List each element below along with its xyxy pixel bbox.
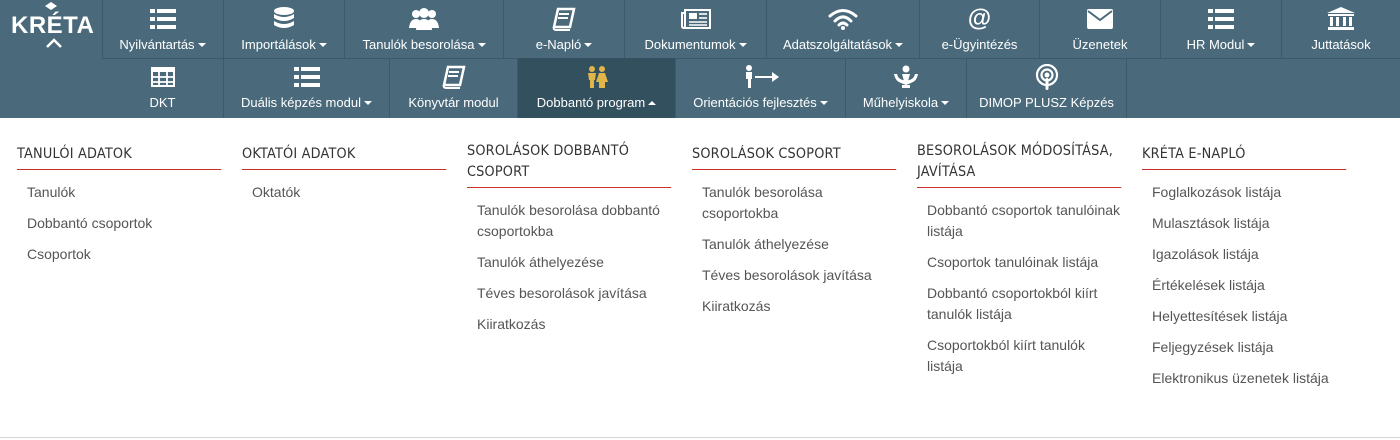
at-icon: @ (967, 5, 992, 32)
nav-dokumentumok[interactable] (625, 0, 767, 58)
menu-column-tanuloi-adatok (17, 141, 222, 275)
column-title: TANULÓI ADATOK (17, 141, 221, 170)
nav-dkt[interactable] (102, 58, 224, 118)
menu-link[interactable]: Tanulók áthelyezése (477, 254, 604, 270)
caret-up-icon (648, 101, 656, 105)
caret-down-icon (1247, 43, 1255, 47)
nav-label: Duális képzés modul (241, 95, 361, 110)
nav-e-ugyintezes[interactable] (920, 0, 1040, 58)
top-navbar (0, 0, 1400, 118)
menu-link[interactable]: Helyettesítések listája (1152, 308, 1288, 324)
children-icon (584, 65, 610, 89)
institution-icon (1327, 7, 1355, 31)
menu-link[interactable]: Tanulók besorolása dobbantó csoportokba (477, 202, 660, 239)
caret-down-icon (584, 43, 592, 47)
hands-person-icon (893, 65, 919, 89)
wifi-icon (828, 8, 858, 30)
nav-label: Dobbantó program (536, 95, 646, 110)
nav-juttatasok[interactable] (1282, 0, 1400, 58)
caret-down-icon (941, 101, 949, 105)
caret-down-icon (198, 43, 206, 47)
newspaper-icon (681, 9, 711, 29)
menu-link[interactable]: Téves besorolások javítása (702, 267, 872, 283)
nav-label: Importálások (241, 37, 316, 52)
list-icon (294, 67, 320, 87)
nav-label: Nyilvántartás (119, 37, 195, 52)
column-title: SOROLÁSOK CSOPORT (692, 141, 896, 170)
chevron-up-icon (46, 38, 62, 48)
menu-link[interactable]: Kiiratkozás (477, 316, 546, 332)
nav-orientacios-fejlesztes[interactable] (676, 58, 846, 118)
nav-label: Üzenetek (1072, 37, 1128, 52)
nav-label: DIMOP PLUSZ Képzés (979, 95, 1114, 110)
list-icon (150, 9, 176, 29)
nav-e-naplo[interactable] (504, 0, 625, 58)
nav-label: Tanulók besorolása (362, 37, 475, 52)
table-icon (151, 67, 175, 87)
graduation-cap-icon (45, 2, 57, 10)
menu-link[interactable]: Tanulók áthelyezése (702, 236, 829, 252)
menu-column-sorolasok-dobbanto (467, 141, 672, 345)
nav-dualis-kepzes-modul[interactable] (224, 58, 390, 118)
list-icon (1208, 9, 1234, 29)
nav-label: Műhelyiskola (862, 95, 939, 110)
database-icon (274, 7, 294, 31)
menu-link[interactable]: Dobbantó csoportok (27, 215, 153, 231)
menu-link[interactable]: Tanulók (27, 184, 76, 200)
nav-nyilvantartas[interactable] (102, 0, 224, 58)
menu-link[interactable]: Foglalkozások listája (1152, 184, 1282, 200)
menu-link[interactable]: Dobbantó csoportok tanulóinak listája (927, 202, 1121, 239)
logo-text: KRÉTA (11, 12, 95, 39)
nav-tanulok-besorolasa[interactable] (345, 0, 504, 58)
nav-label: Dokumentumok (644, 37, 736, 52)
menu-link[interactable]: Tanulók besorolása csoportokba (702, 184, 823, 221)
nav-hr-modul[interactable] (1161, 0, 1282, 58)
kreta-logo[interactable] (0, 0, 103, 58)
menu-bottom-border (0, 437, 1400, 438)
menu-column-besorolasok-modositasa (917, 141, 1122, 387)
caret-down-icon (820, 101, 828, 105)
nav-label: Könyvtár modul (408, 95, 499, 110)
nav-konyvtar-modul[interactable] (390, 58, 518, 118)
column-title: SOROLÁSOK DOBBANTÓ CSOPORT (467, 141, 671, 188)
podcast-icon (1035, 64, 1059, 90)
caret-down-icon (739, 43, 747, 47)
menu-column-oktatoi-adatok (242, 141, 447, 213)
menu-link[interactable]: Igazolások listája (1152, 246, 1259, 262)
book-icon (552, 7, 576, 31)
walking-arrow-icon (743, 65, 779, 89)
menu-link[interactable]: Feljegyzések listája (1152, 339, 1274, 355)
envelope-icon (1087, 9, 1113, 29)
nav-label: Orientációs fejlesztés (693, 95, 817, 110)
menu-link[interactable]: Csoportok tanulóinak listája (927, 254, 1099, 270)
nav-label: HR Modul (1186, 37, 1245, 52)
nav-label: Juttatások (1311, 37, 1371, 52)
menu-link[interactable]: Elektronikus üzenetek listája (1152, 370, 1329, 386)
nav-label: e-Ügyintézés (941, 37, 1018, 52)
caret-down-icon (364, 101, 372, 105)
nav-label: DKT (149, 95, 176, 110)
menu-link[interactable]: Értékelések listája (1152, 277, 1265, 293)
menu-link[interactable]: Csoportok (27, 246, 91, 262)
nav-label: Adatszolgáltatások (782, 37, 893, 52)
caret-down-icon (478, 43, 486, 47)
book-icon (442, 65, 466, 89)
caret-down-icon (895, 43, 903, 47)
nav-uzenetek[interactable] (1040, 0, 1161, 58)
nav-label: e-Napló (535, 37, 582, 52)
menu-column-sorolasok-csoport (692, 141, 897, 327)
menu-link[interactable]: Téves besorolások javítása (477, 285, 647, 301)
caret-down-icon (319, 43, 327, 47)
column-title: OKTATÓI ADATOK (242, 141, 446, 170)
nav-dimop-plusz-kepzes[interactable] (967, 58, 1127, 118)
menu-link[interactable]: Kiiratkozás (702, 298, 771, 314)
menu-column-kreta-e-naplo (1142, 141, 1347, 399)
menu-link[interactable]: Mulasztások listája (1152, 215, 1270, 231)
menu-link[interactable]: Dobbantó csoportokból kiírt tanulók listája (927, 285, 1098, 322)
column-title: KRÉTA E-NAPLÓ (1142, 141, 1346, 170)
nav-muhelyiskola[interactable] (846, 58, 967, 118)
menu-link[interactable]: Oktatók (252, 184, 301, 200)
menu-link[interactable]: Csoportokból kiírt tanulók listája (927, 337, 1085, 374)
nav-dobbanto-program[interactable] (518, 58, 676, 118)
column-title: BESOROLÁSOK MÓDOSÍTÁSA, JAVÍTÁSA (917, 141, 1121, 188)
users-icon (409, 8, 439, 30)
nav-importalasok[interactable] (224, 0, 345, 58)
nav-adatszolgaltatasok[interactable] (767, 0, 920, 58)
